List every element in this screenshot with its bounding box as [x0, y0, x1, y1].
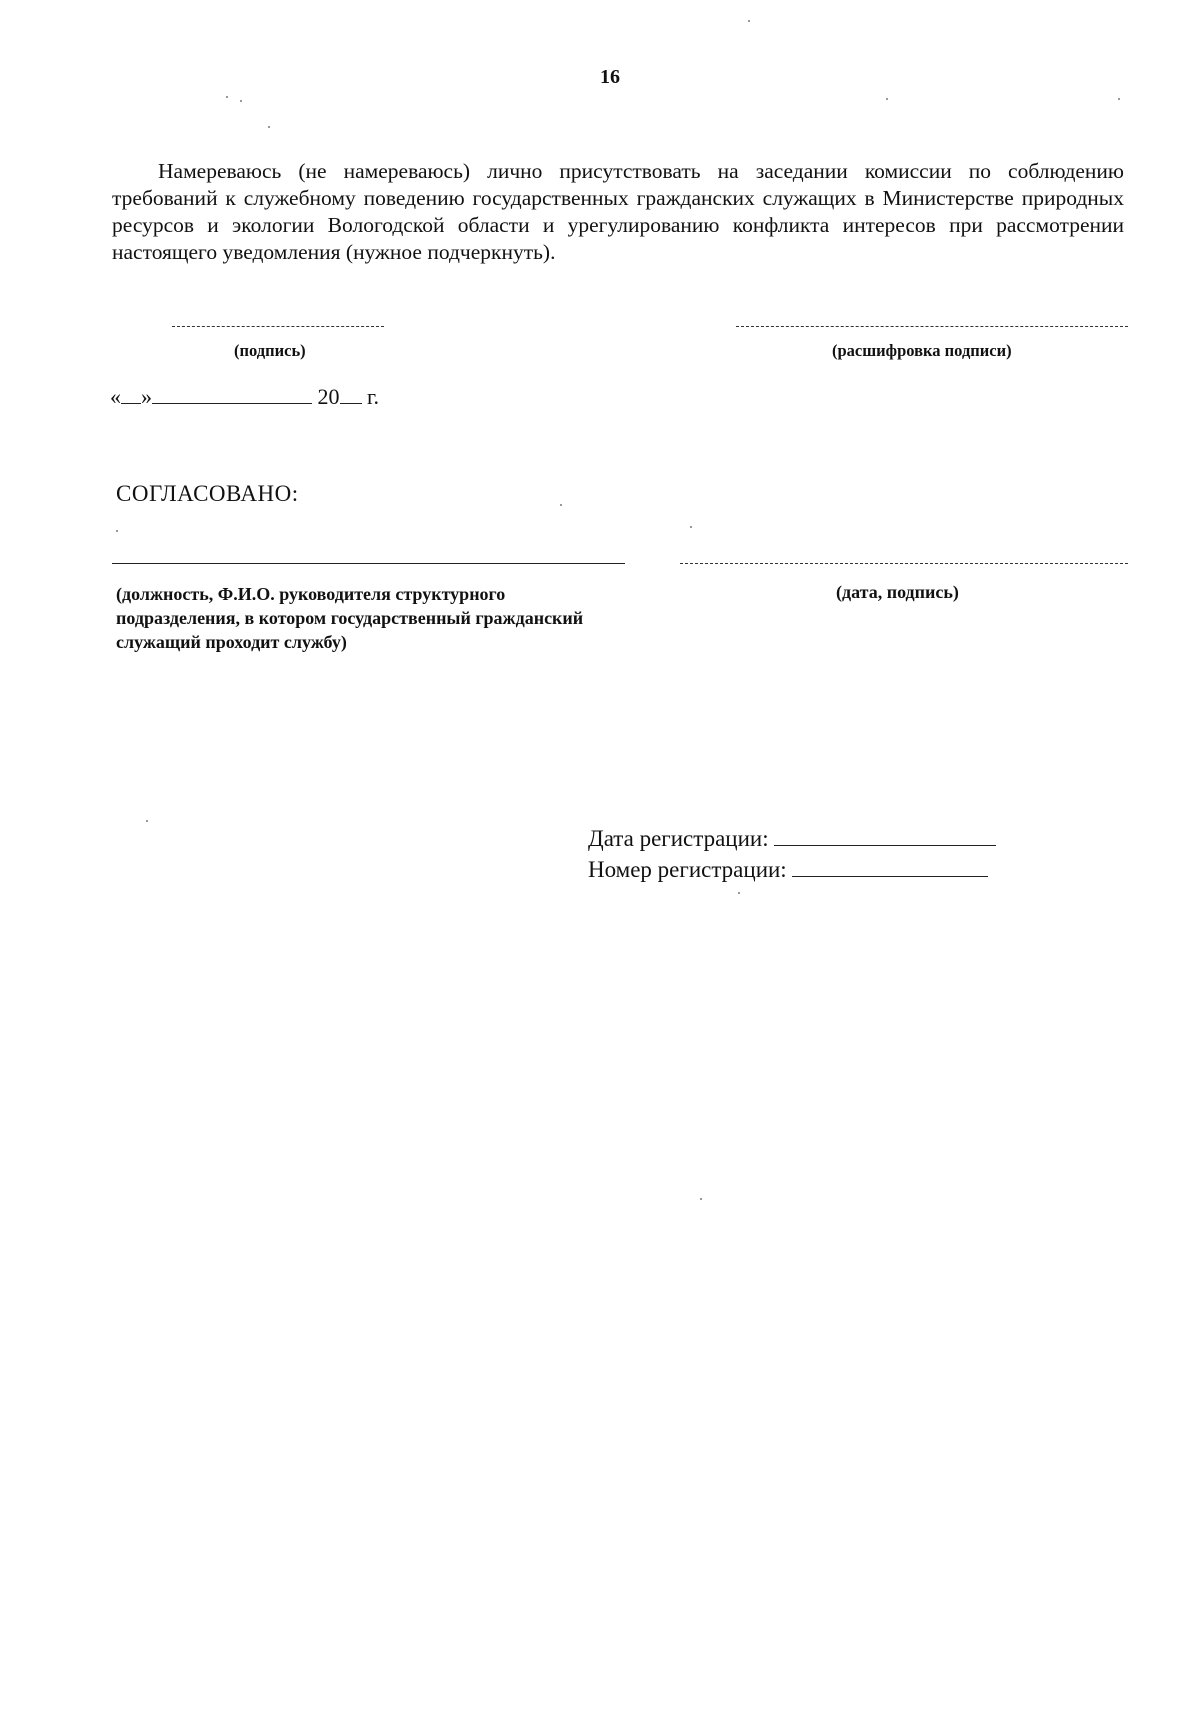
- date-close-quote: »: [141, 384, 152, 409]
- year-blank[interactable]: [340, 385, 362, 404]
- scan-speck: [146, 820, 148, 822]
- scan-speck: [268, 126, 270, 128]
- scan-speck: [226, 96, 228, 98]
- approval-date-signature-line[interactable]: [680, 563, 1128, 564]
- scan-speck: [738, 892, 740, 894]
- attendance-intent-paragraph: Намереваюсь (не намереваюсь) лично присутствовать на заседании комиссии по соблюдению требований к служебному поведению государственных гражданских служащих в Министерстве природных ресурсов и экологии Вологодской области и урегулированию конфликта интересов при рассмотрении настоящего уведомления (нужное подчеркнуть).: [112, 159, 1124, 264]
- date-open-quote: «: [110, 384, 121, 409]
- registration-date-label: Дата регистрации:: [588, 826, 769, 851]
- year-prefix: 20: [317, 384, 340, 409]
- signature-line[interactable]: [172, 326, 384, 327]
- registration-date-row: [588, 823, 996, 854]
- registration-number-label: Номер регистрации:: [588, 857, 787, 882]
- scan-speck: [116, 530, 118, 532]
- registration-number-row: [588, 854, 996, 885]
- signature-decoding-caption: (расшифровка подписи): [832, 341, 1012, 360]
- registration-number-blank[interactable]: [792, 858, 988, 877]
- scan-speck: [240, 100, 242, 102]
- supervisor-position-caption: (должность, Ф.И.О. руководителя структурного подразделения, в котором государственный гражданский служащий проходит службу): [116, 584, 584, 652]
- date-signature-caption: (дата, подпись): [836, 582, 959, 602]
- month-blank[interactable]: [152, 385, 312, 404]
- day-blank[interactable]: [121, 385, 141, 404]
- scan-speck: [886, 98, 888, 100]
- year-suffix: г.: [361, 384, 380, 409]
- registration-block: [588, 823, 996, 885]
- scan-speck: [690, 526, 692, 528]
- registration-date-blank[interactable]: [774, 827, 996, 846]
- signature-decoding-line[interactable]: [736, 326, 1128, 327]
- supervisor-position-line[interactable]: [112, 563, 625, 564]
- notification-date-line: [110, 384, 379, 410]
- scan-speck: [700, 1198, 702, 1200]
- approved-heading: СОГЛАСОВАНО:: [116, 481, 299, 506]
- page-number: 16: [600, 66, 620, 88]
- scan-speck: [1118, 98, 1120, 100]
- signature-caption: (подпись): [234, 341, 306, 360]
- scan-speck: [560, 504, 562, 506]
- scan-speck: [748, 20, 750, 22]
